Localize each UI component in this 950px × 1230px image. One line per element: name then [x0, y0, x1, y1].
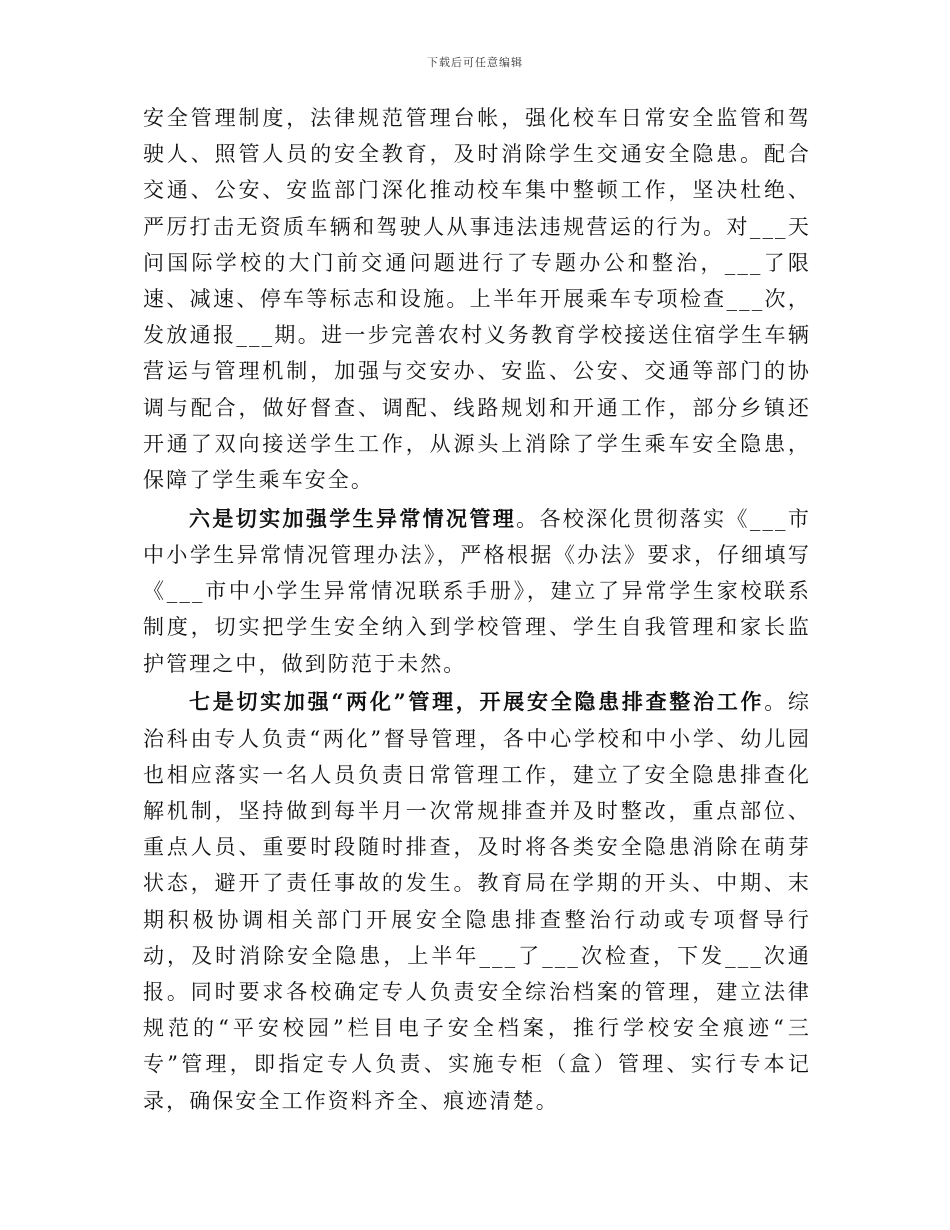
paragraph-1-text: 安全管理制度，法律规范管理台帐，强化校车日常安全监管和驾驶人、照管人员的安全教育，及时消除学生交通安全隐患。配合交通、公安、安监部门深化推动校车集中整顿工作，坚决杜绝、严厉打击无资质车辆和驾驶人从事违法违规营运的行为。对___天问国际学校的大门前交通问题进行了专题办公和整治，___了限速、减速、停车等标志和设施。上半年开展乘车专项检查___次，发放通报___期。进一步完善农村义务教育学校接送住宿学生车辆营运与管理机制，加强与交安办、安监、公安、交通等部门的协调与配合，做好督查、调配、线路规划和开通工作，部分乡镇还开通了双向接送学生工作，从源头上消除了学生乘车安全隐患，保障了学生乘车安全。: [143, 106, 811, 493]
paragraph-3: [143, 684, 811, 1118]
paragraph-2-lead: 六是切实加强学生异常情况管理: [189, 505, 517, 531]
paragraph-3-lead: 七是切实加强“两化”管理，开展安全隐患排查整治工作: [189, 689, 765, 715]
paragraph-2-text: 。各校深化贯彻落实《___市中小学生异常情况管理办法》，严格根据《办法》要求，仔细填写《___市中小学生异常情况联系手册》，建立了异常学生家校联系制度，切实把学生安全纳入到学校管理、学生自我管理和家长监护管理之中，做到防范于未然。: [143, 506, 811, 676]
paragraph-1: [143, 100, 811, 498]
page-header: 下载后可任意编辑: [427, 56, 523, 69]
document-body: [143, 100, 811, 1121]
paragraph-3-text: 。综治科由专人负责“两化”督导管理，各中心学校和中小学、幼儿园也相应落实一名人员负责日常管理工作，建立了安全隐患排查化解机制，坚持做到每半月一次常规排查并及时整改，重点部位、重点人员、重要时段随时排查，及时将各类安全隐患消除在萌芽状态，避开了责任事故的发生。教育局在学期的开头、中期、末期积极协调相关部门开展安全隐患排查整治行动或专项督导行动，及时消除安全隐患，上半年___了___次检查，下发___次通报。同时要求各校确定专人负责安全综治档案的管理，建立法律规范的“平安校园”栏目电子安全档案，推行学校安全痕迹“三专”管理，即指定专人负责、实施专柜（盒）管理、实行专本记录，确保安全工作资料齐全、痕迹清楚。: [143, 690, 812, 1113]
paragraph-2: [143, 501, 811, 682]
